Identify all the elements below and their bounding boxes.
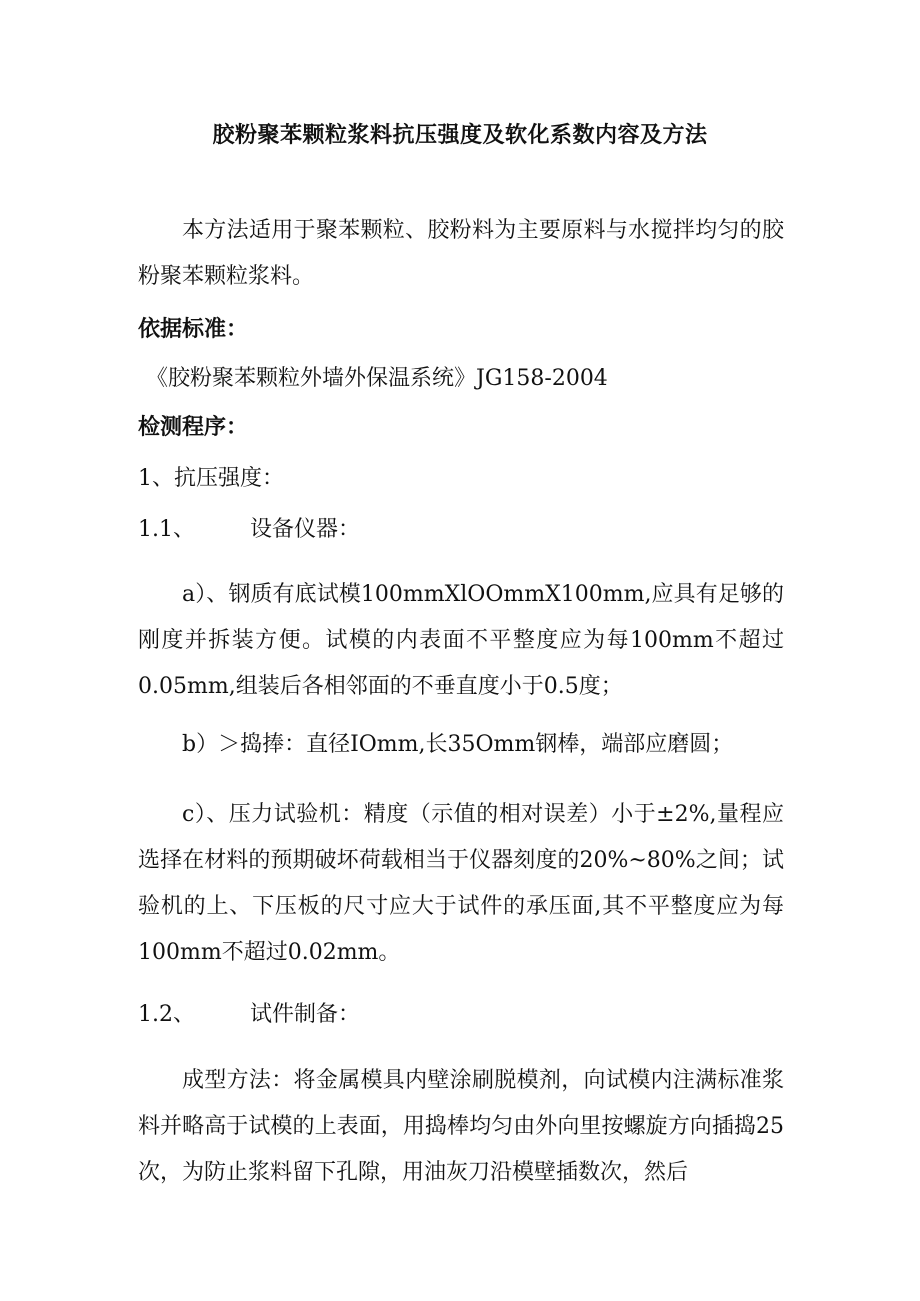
section-1-2-title: 试件制备： bbox=[250, 1002, 361, 1027]
section-1-2-number: 1.2、 bbox=[138, 1002, 195, 1027]
section-1-1-title: 设备仪器： bbox=[250, 517, 361, 542]
basis-heading: 依据标准： bbox=[138, 316, 249, 342]
section-1-heading: 1、抗压强度： bbox=[138, 466, 284, 491]
section-1-2-heading bbox=[138, 1000, 360, 1030]
item-c-paragraph: c）、压力试验机：精度（示值的相对误差）小于±2%,量程应选择在材料的预期破坏荷载相当于仪器刻度的20%~80%之间；试验机的上、下压板的尺寸应大于试件的承压面,其不平整度应为每100mm不超过0.02mm。 bbox=[138, 802, 784, 965]
section-1-1-heading bbox=[138, 515, 360, 545]
intro-paragraph: 本方法适用于聚苯颗粒、胶粉料为主要原料与水搅拌均匀的胶粉聚苯颗粒浆料。 bbox=[138, 218, 784, 289]
forming-method-paragraph: 成型方法：将金属模具内壁涂刷脱模剂，向试模内注满标准浆料并略高于试模的上表面，用捣棒均匀由外向里按螺旋方向插捣25次，为防止浆料留下孔隙，用油灰刀沿模壁插数次，然后 bbox=[138, 1068, 784, 1185]
item-b-paragraph: b）＞捣捧：直径IOmm,长35Omm钢棒，端部应磨圆； bbox=[182, 732, 734, 757]
procedure-heading: 检测程序： bbox=[138, 414, 249, 440]
section-1-1-number: 1.1、 bbox=[138, 517, 195, 542]
basis-text: 《胶粉聚苯颗粒外墙外保温系统》JG158-2004 bbox=[146, 366, 608, 391]
document-title: 胶粉聚苯颗粒浆料抗压强度及软化系数内容及方法 bbox=[212, 122, 708, 148]
item-a-paragraph: a）、钢质有底试模100mmXlOOmmX100mm,应具有足够的刚度并拆装方便。试模的内表面不平整度应为每100mm不超过0.05mm,组装后各相邻面的不垂直度小于0.5度； bbox=[138, 582, 784, 699]
